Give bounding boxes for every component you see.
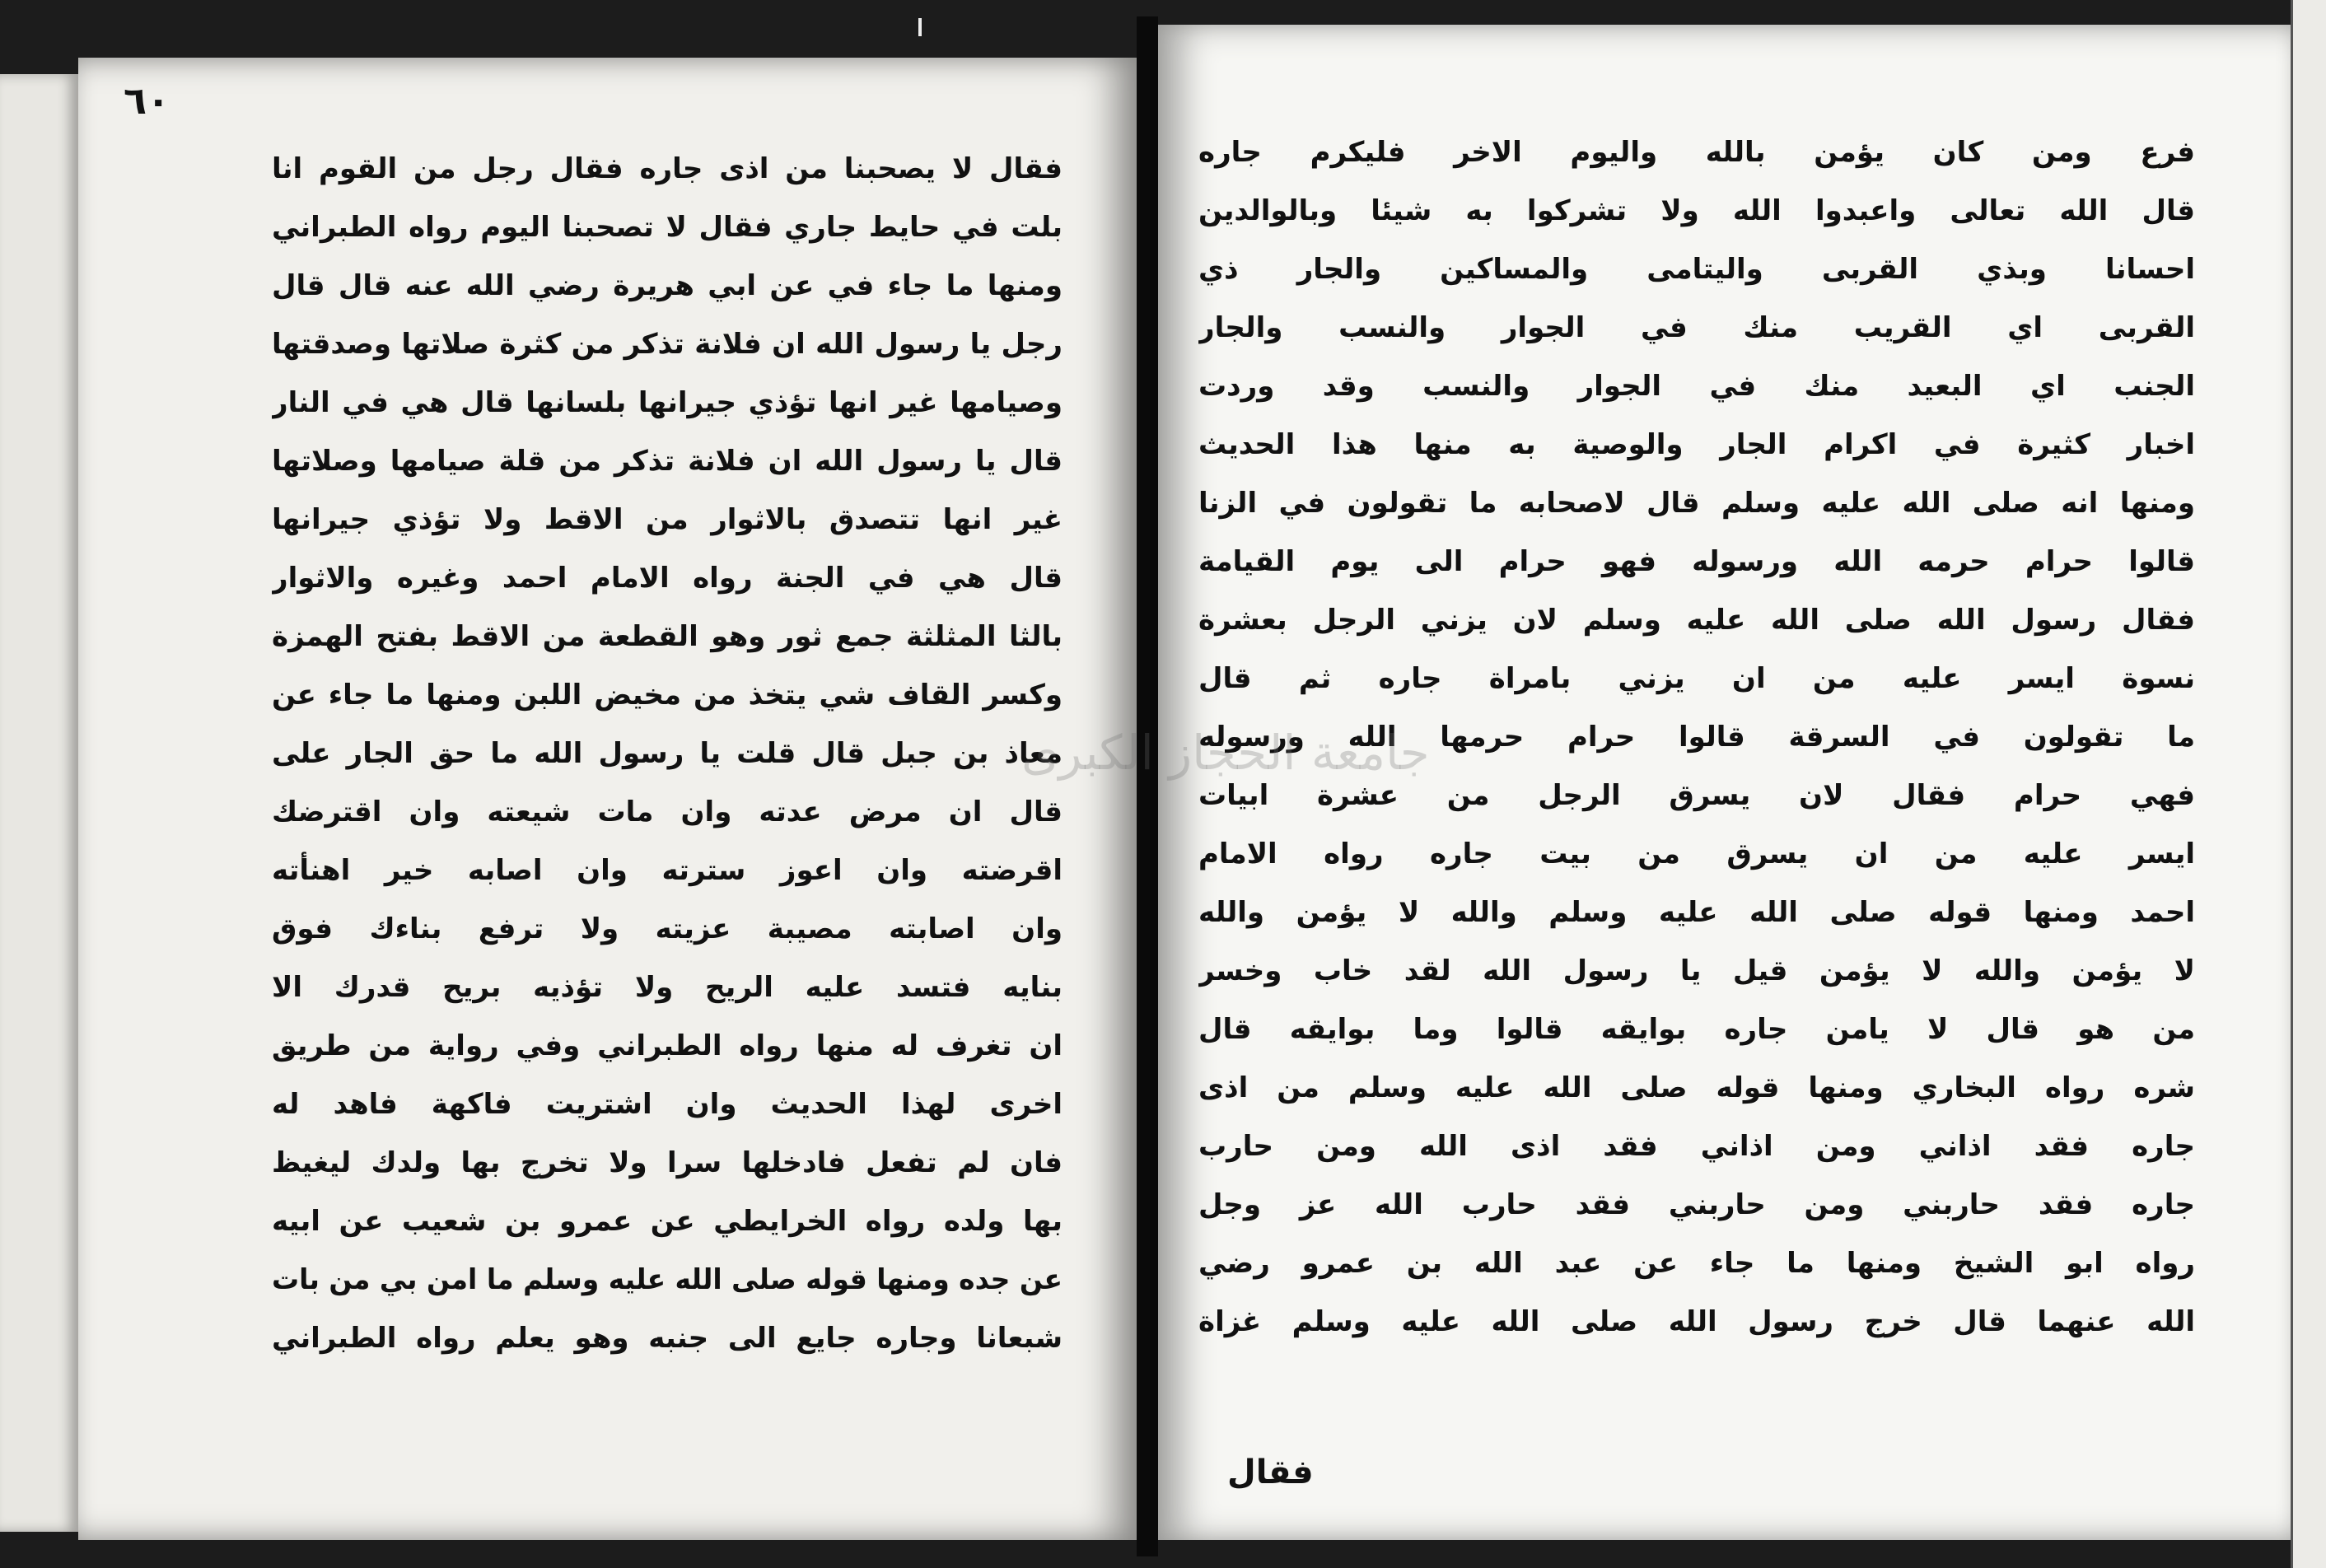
library-watermark: جامعة الحجاز الكبرى <box>1021 725 1430 781</box>
left-page-line: اخرى لهذا الحديث وان اشتريت فاكهة فاهد له <box>272 1088 1063 1121</box>
left-page-line: قال يا رسول الله ان فلانة تذكر من قلة صيامها وصلاتها <box>272 445 1063 478</box>
right-page-line: الله عنهما قال خرج رسول الله صلى الله عليه وسلم غزاة <box>1198 1305 2195 1338</box>
page-number: ٦٠ <box>124 78 170 123</box>
right-page-line: احمد ومنها قوله صلى الله عليه وسلم والله لا يؤمن والله <box>1198 896 2195 929</box>
left-page-line: قال هي في الجنة رواه الامام احمد وغيره والاثوار <box>272 562 1063 595</box>
right-page-line: شره رواه البخاري ومنها قوله صلى الله عليه وسلم من اذى <box>1198 1071 2195 1104</box>
right-page-line: القربى اي القريب منك في الجوار والنسب والجار <box>1198 311 2195 344</box>
left-page-line: فان لم تفعل فادخلها سرا ولا تخرج بها ولدك ليغيظ <box>272 1146 1063 1179</box>
left-page-line: بها ولده رواه الخرايطي عن عمرو بن شعيب عن ابيه <box>272 1205 1063 1238</box>
left-page-line: ان تغرف له منها رواه الطبراني وفي رواية من طريق <box>272 1029 1063 1062</box>
left-page-line: وصيامها غير انها تؤذي جيرانها بلسانها قال هي في النار <box>272 386 1063 419</box>
right-page-line: ايسر عليه من ان يسرق من بيت جاره رواه الامام <box>1198 838 2195 870</box>
page-tick-mark <box>918 18 922 36</box>
left-page-line: معاذ بن جبل قال قلت يا رسول الله ما حق الجار على <box>272 737 1063 770</box>
right-page-line: نسوة ايسر عليه من ان يزني بامراة جاره ثم قال <box>1198 662 2195 695</box>
left-page-line: فقال لا يصحبنا من اذى جاره فقال رجل من القوم انا <box>272 152 1063 185</box>
right-page-line: جاره فقد اذاني ومن اذاني فقد اذى الله ومن حارب <box>1198 1130 2195 1163</box>
right-page-edge <box>2291 0 2326 1568</box>
left-page-line: عن جده ومنها قوله صلى الله عليه وسلم ما امن بي من بات <box>272 1263 1063 1296</box>
right-page-line: جاره فقد حاربني ومن حاربني فقد حارب الله عز وجل <box>1198 1188 2195 1221</box>
right-page-line: احسانا وبذي القربى واليتامى والمساكين والجار ذي <box>1198 253 2195 286</box>
left-page-line: غير انها تتصدق بالاثوار من الاقط ولا تؤذي جيرانها <box>272 503 1063 536</box>
left-page-line: اقرضته وان اعوز سترته وان اصابه خير اهنأته <box>272 854 1063 887</box>
catchword: فقال <box>1227 1454 1314 1491</box>
right-page-line: ما تقولون في السرقة قالوا حرام حرمها الله ورسوله <box>1198 721 2195 754</box>
right-page-line: فقال رسول الله صلى الله عليه وسلم لان يزني الرجل بعشرة <box>1198 604 2195 637</box>
right-page-line: رواه ابو الشيخ ومنها ما جاء عن عبد الله بن عمرو رضي <box>1198 1247 2195 1280</box>
left-page-text <box>272 140 1063 1368</box>
left-page-line: وكسر القاف شي يتخذ من مخيض اللبن ومنها ما جاء عن <box>272 679 1063 712</box>
left-page-line: بلت في حايط جاري فقال لا تصحبنا اليوم رواه الطبراني <box>272 211 1063 244</box>
right-page-line: فهي حرام فقال لان يسرق الرجل من عشرة ابيات <box>1198 779 2195 812</box>
right-page-line: فرع ومن كان يؤمن بالله واليوم الاخر فليكرم جاره <box>1198 136 2195 169</box>
left-page-line: بنايه فتسد عليه الريح ولا تؤذيه بريح قدرك الا <box>272 971 1063 1004</box>
left-page-line: بالثا المثلثة جمع ثور وهو القطعة من الاقط بفتح الهمزة <box>272 620 1063 653</box>
right-page-line: لا يؤمن والله لا يؤمن قيل يا رسول الله لقد خاب وخسر <box>1198 954 2195 987</box>
book-gutter <box>1137 16 1158 1556</box>
right-page-line: اخبار كثيرة في اكرام الجار والوصية به منها هذا الحديث <box>1198 428 2195 461</box>
left-page-line: قال ان مرض عدته وان مات شيعته وان اقترضك <box>272 796 1063 828</box>
right-page-line: ومنها انه صلى الله عليه وسلم قال لاصحابه ما تقولون في الزنا <box>1198 487 2195 520</box>
left-page-line: ومنها ما جاء في عن ابي هريرة رضي الله عنه قال قال <box>272 269 1063 302</box>
left-page-line: رجل يا رسول الله ان فلانة تذكر من كثرة صلاتها وصدقتها <box>272 328 1063 361</box>
right-page-line: الجنب اي البعيد منك في الجوار والنسب وقد وردت <box>1198 370 2195 403</box>
right-page-line: قالوا حرام حرمه الله ورسوله فهو حرام الى يوم القيامة <box>1198 545 2195 578</box>
left-page-line: وان اصابته مصيبة عزيته ولا ترفع بناءك فوق <box>272 912 1063 945</box>
right-page-line: قال الله تعالى واعبدوا الله ولا تشركوا به شيئا وبالوالدين <box>1198 194 2195 227</box>
left-page-line: شبعانا وجاره جايع الى جنبه وهو يعلم رواه الطبراني <box>272 1322 1063 1355</box>
right-page-line: من هو قال لا يامن جاره بوايقه قالوا وما بوايقه قال <box>1198 1013 2195 1046</box>
left-page-fold <box>0 74 78 1532</box>
